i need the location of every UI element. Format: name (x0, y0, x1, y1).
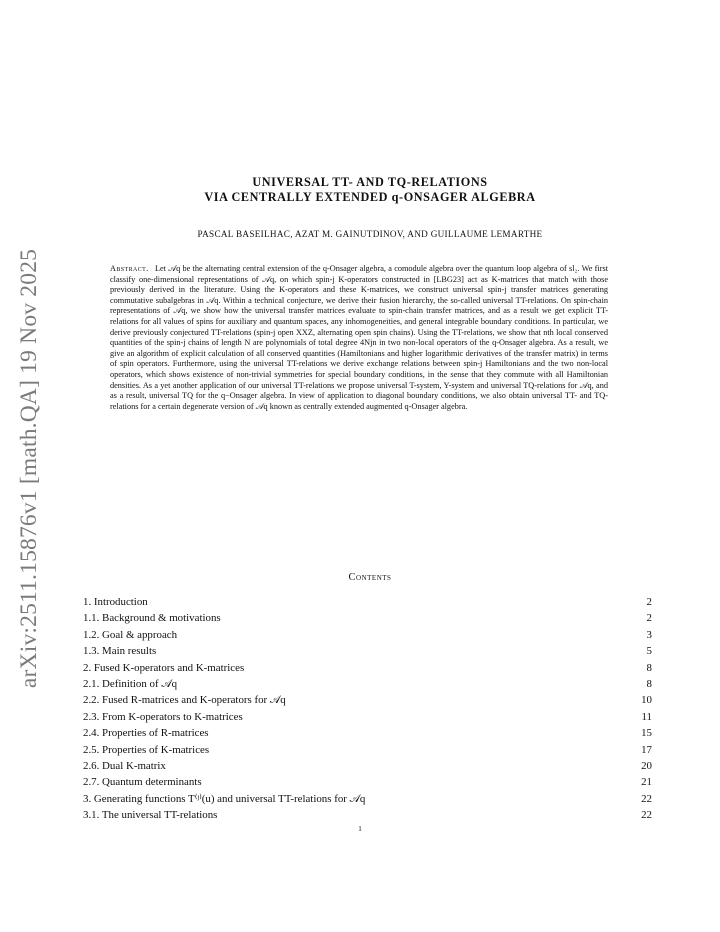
toc-entry-page: 5 (646, 645, 652, 658)
paper-title (80, 175, 660, 205)
toc-entry-label: 2.5. Properties of K-matrices (83, 743, 210, 756)
paper-title-line-2: VIA CENTRALLY EXTENDED q-ONSAGER ALGEBRA (204, 190, 536, 204)
toc-entry[interactable] (83, 807, 652, 823)
toc-entry[interactable] (83, 594, 652, 610)
contents-heading: Contents (348, 572, 392, 583)
toc-entry-page: 8 (646, 661, 652, 674)
toc-entry-label: 2.4. Properties of R-matrices (83, 727, 209, 740)
toc-entry-label: 1.2. Goal & approach (83, 628, 178, 641)
toc-entry-label: 2.3. From K-operators to K-matrices (83, 710, 243, 723)
toc-entry[interactable] (83, 660, 652, 676)
toc-entry[interactable] (83, 742, 652, 758)
toc-entry-page: 22 (641, 809, 652, 822)
toc-entry-label: 2.1. Definition of 𝒜q (83, 677, 178, 690)
toc-entry-page: 8 (646, 677, 652, 690)
toc-entry-page: 21 (641, 776, 652, 789)
toc-entry-label: 2. Fused K-operators and K-matrices (83, 661, 245, 674)
toc-entry-page: 2 (646, 612, 652, 625)
toc-entry[interactable] (83, 610, 652, 626)
toc-entry-label: 2.2. Fused R-matrices and K-operators for 𝒜q (83, 694, 286, 707)
toc-entry-page: 3 (646, 628, 652, 641)
toc-entry-label: 3. Generating functions T⁽ʲ⁾(u) and universal TT-relations for 𝒜q (83, 792, 366, 805)
toc-entry-page: 20 (641, 759, 652, 772)
paper-authors: PASCAL BASEILHAC, AZAT M. GAINUTDINOV, AND GUILLAUME LEMARTHE (197, 229, 543, 239)
toc-entry-page: 17 (641, 743, 652, 756)
toc-entry-page: 11 (641, 710, 652, 723)
toc-entry-label: 1.1. Background & motivations (83, 612, 221, 625)
paper-title-line-1: UNIVERSAL TT- AND TQ-RELATIONS (252, 175, 488, 189)
toc-entry[interactable] (83, 758, 652, 774)
abstract-heading: Abstract. (110, 264, 149, 273)
toc-entry-page: 10 (641, 694, 652, 707)
toc-entry[interactable] (83, 725, 652, 741)
arxiv-identifier-text: arXiv:2511.15876v1 [math.QA] 19 Nov 2025 (16, 248, 43, 688)
toc-entry[interactable] (83, 791, 652, 807)
toc-entry[interactable] (83, 643, 652, 659)
toc-entry-label: 1.3. Main results (83, 645, 157, 658)
abstract (110, 264, 608, 412)
toc-entry-label: 2.6. Dual K-matrix (83, 759, 166, 772)
abstract-text: Let 𝒜q be the alternating central extension of the q-Onsager algebra, a comodule algebra over the quantum loop algebra of sl₂. We first classify one-dimensional representations of 𝒜q, on which spin-j K-operators constructed in [LBG23] act as K-matrices that match with those previously derived in the literature. Using the K-operators and these K-matrices, we construct universal spin-j transfer matrices generating commutative subalgebras in 𝒜q. Within a technical conjecture, we derive their fusion hierarchy, the so-called universal TT-relations. On spin-chain representations of 𝒜q, we show how the universal transfer matrices evaluate to spin-chain transfer matrices, and as a result we get explicit TT-relations for all values of spins for auxiliary and quantum spaces, any inhomogeneities, and general integrable boundary conditions. In particular, we derive previously conjectured TT-relations (spin-j open XXZ, alternating open spin chains). Using the TT-relations, we show that nth local conserved quantities of the spin-j chains of length N are polynomials of total degree 4Njn in two non-local operators of the q-Onsager algebra. As a result, we give an algorithm of explicit calculation of all conserved quantities (Hamiltonians and higher logarithmic derivatives of the transfer matrix) in terms of spin operators. Furthermore, using the universal TT-relations we derive exchange relations between spin-j Hamiltonians and the two non-local operators, which shows existence of non-trivial symmetries for special boundary conditions, in the sense that they commute with all Hamiltonian densities. As a yet another application of our universal TT-relations we propose universal T-system, Y-system and universal TQ-relations for 𝒜q, and as a result, universal TQ for the q−Onsager algebra. In view of application to diagonal boundary conditions, we also obtain universal TT- and TQ-relations for a certain degenerate version of 𝒜q known as centrally extended augmented q-Onsager algebra. (110, 264, 608, 411)
page-number: 1 (358, 824, 362, 833)
toc-entry-page: 15 (641, 727, 652, 740)
arxiv-identifier-stamp (8, 248, 52, 688)
toc-entry[interactable] (83, 627, 652, 643)
table-of-contents (83, 594, 652, 823)
toc-entry-label: 1. Introduction (83, 596, 148, 608)
toc-entry-label: 3.1. The universal TT-relations (83, 809, 218, 822)
toc-entry[interactable] (83, 676, 652, 692)
toc-entry[interactable] (83, 692, 652, 708)
toc-entry[interactable] (83, 774, 652, 790)
toc-entry-label: 2.7. Quantum determinants (83, 776, 202, 789)
toc-entry[interactable] (83, 709, 652, 725)
toc-entry-page: 2 (646, 596, 652, 608)
toc-entry-page: 22 (641, 792, 652, 805)
